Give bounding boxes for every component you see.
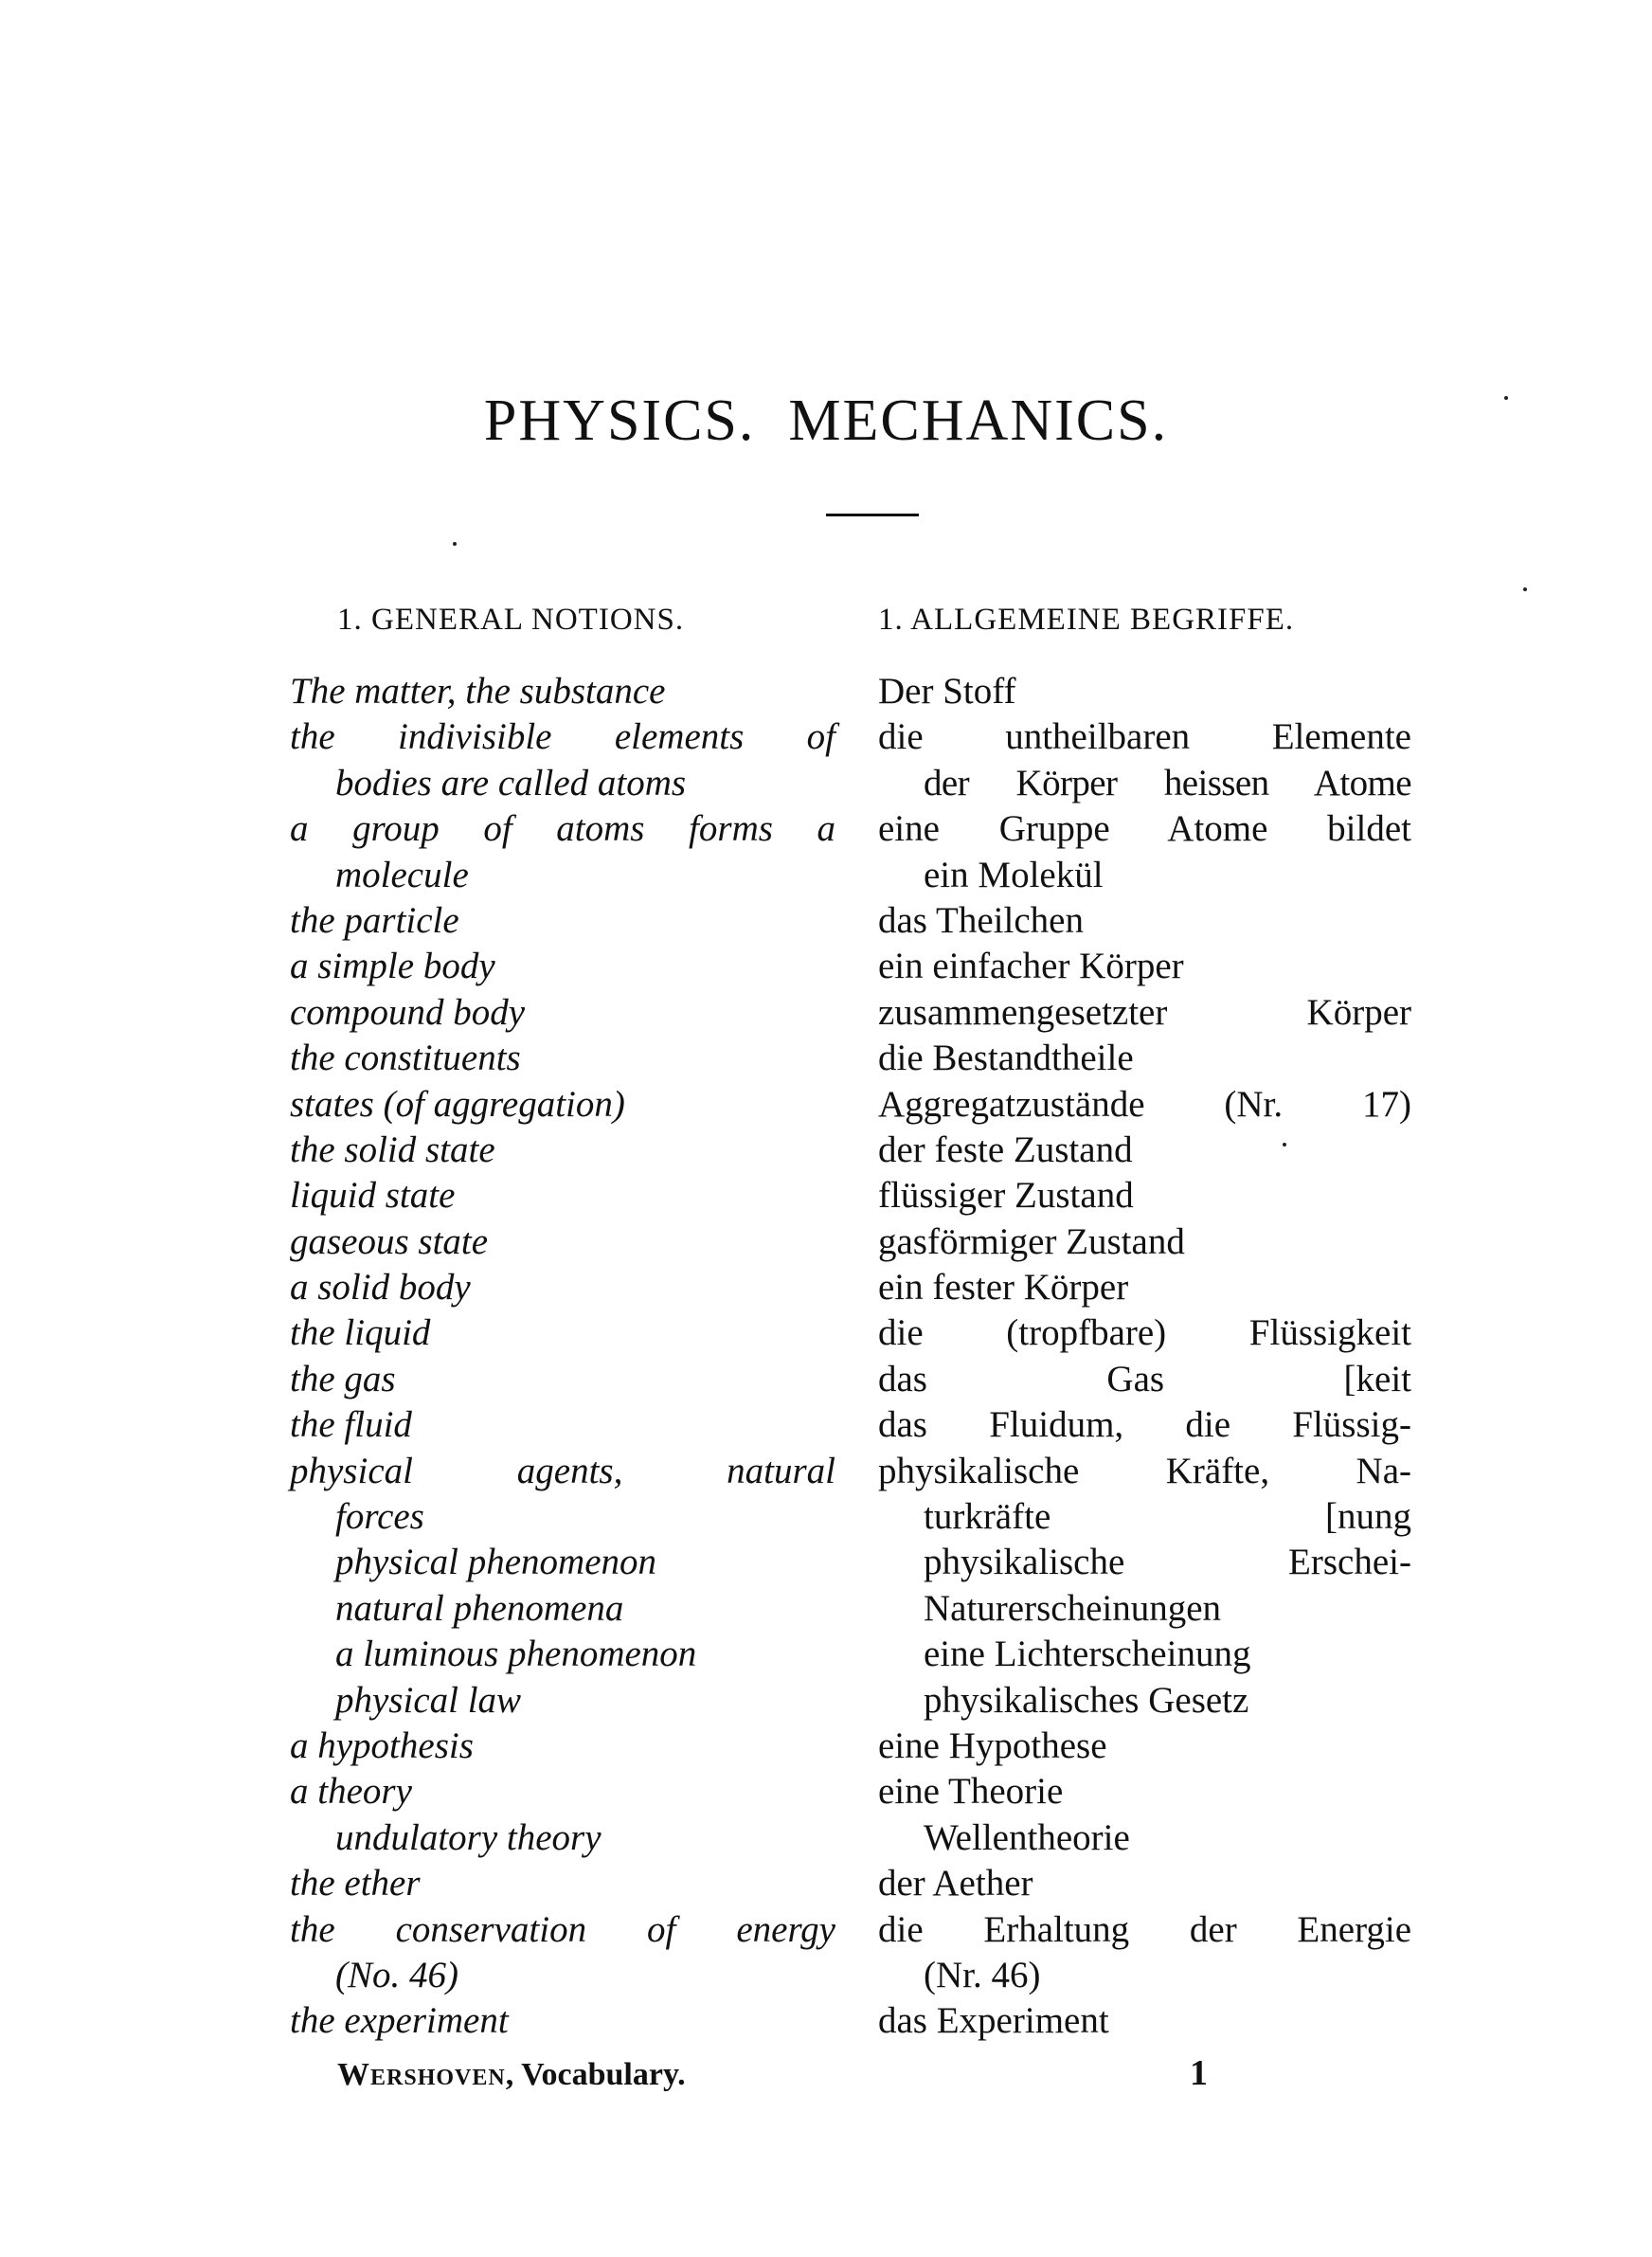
- english-entry: the ether: [290, 1863, 421, 1905]
- german-column: [878, 669, 1411, 2045]
- german-entry: der Körper heissen Atome: [924, 762, 1411, 803]
- english-entry: physical agents, natural: [290, 1450, 835, 1491]
- english-entry: a group of atoms forms a: [290, 808, 835, 850]
- english-entry: forces: [335, 1496, 424, 1538]
- footer-signature: [337, 2054, 686, 2096]
- english-entry: natural phenomena: [335, 1587, 624, 1629]
- german-entry: eine Theorie: [878, 1771, 1064, 1813]
- german-entry: das Theilchen: [878, 899, 1084, 941]
- english-entry: liquid state: [290, 1175, 456, 1217]
- english-entry: molecule: [335, 854, 469, 895]
- english-entry: states (of aggregation): [290, 1083, 625, 1125]
- german-entry: turkräfte [nung: [924, 1496, 1411, 1538]
- english-entry: bodies are called atoms: [335, 762, 687, 803]
- german-entry: flüssiger Zustand: [878, 1175, 1134, 1217]
- english-entry: a solid body: [290, 1267, 471, 1309]
- english-entry: physical law: [335, 1679, 522, 1721]
- section-heading-english: 1. GENERAL NOTIONS.: [337, 603, 685, 637]
- german-entry: die Bestandtheile: [878, 1038, 1134, 1079]
- english-entry: (No. 46): [335, 1954, 458, 1995]
- german-entry: ein fester Körper: [878, 1267, 1129, 1309]
- english-entry: the conservation of energy: [290, 1908, 835, 1950]
- german-entry: ein Molekül: [924, 854, 1104, 895]
- english-entry: undulatory theory: [335, 1816, 602, 1858]
- german-entry: Aggregatzustände (Nr. 17): [878, 1083, 1411, 1125]
- german-entry: Der Stoff: [878, 671, 1016, 712]
- german-entry: zusammengesetzter Körper: [878, 991, 1411, 1033]
- german-entry: physikalische Kräfte, Na-: [878, 1450, 1411, 1491]
- english-entry: the fluid: [290, 1404, 412, 1446]
- ink-speck: [453, 542, 457, 546]
- footer-book-title: , Vocabulary.: [505, 2057, 686, 2092]
- english-entry: a luminous phenomenon: [335, 1634, 697, 1675]
- german-entry: gasförmiger Zustand: [878, 1220, 1185, 1262]
- english-entry: the liquid: [290, 1312, 431, 1354]
- german-entry: die untheilbaren Elemente: [878, 716, 1411, 758]
- german-entry: physikalisches Gesetz: [924, 1679, 1249, 1721]
- english-entry: the experiment: [290, 2000, 509, 2042]
- german-entry: (Nr. 46): [924, 1954, 1041, 1995]
- german-entry: der feste Zustand: [878, 1128, 1133, 1170]
- german-entry: Naturerscheinungen: [924, 1587, 1222, 1629]
- german-entry: Wellentheorie: [924, 1816, 1130, 1858]
- english-column: [290, 669, 835, 2045]
- english-entry: the constituents: [290, 1038, 521, 1079]
- german-entry: das Gas [keit: [878, 1358, 1411, 1399]
- german-entry: eine Lichterscheinung: [924, 1634, 1251, 1675]
- english-entry: the gas: [290, 1358, 396, 1399]
- german-entry: physikalische Erschei-: [924, 1542, 1411, 1583]
- german-entry: das Experiment: [878, 2000, 1109, 2042]
- page-title: PHYSICS. MECHANICS.: [483, 388, 1169, 453]
- english-entry: compound body: [290, 991, 526, 1033]
- german-entry: das Fluidum, die Flüssig-: [878, 1404, 1411, 1446]
- english-entry: a theory: [290, 1771, 412, 1813]
- german-entry: der Aether: [878, 1863, 1033, 1905]
- german-entry: eine Gruppe Atome bildet: [878, 808, 1411, 850]
- ink-speck: [1523, 587, 1527, 591]
- english-entry: the indivisible elements of: [290, 716, 835, 758]
- title-rule: [826, 514, 919, 516]
- german-entry: die Erhaltung der Energie: [878, 1908, 1411, 1950]
- section-heading-german: 1. ALLGEMEINE BEGRIFFE.: [878, 603, 1295, 637]
- english-entry: The matter, the substance: [290, 671, 666, 712]
- english-entry: a hypothesis: [290, 1724, 474, 1766]
- english-entry: a simple body: [290, 946, 495, 987]
- german-entry: eine Hypothese: [878, 1724, 1107, 1766]
- german-entry: die (tropfbare) Flüssigkeit: [878, 1312, 1411, 1354]
- english-entry: gaseous state: [290, 1220, 489, 1262]
- footer-author: Wershoven: [337, 2057, 506, 2092]
- ink-speck: [1504, 396, 1508, 400]
- page-number: 1: [1190, 2053, 1208, 2093]
- german-entry: ein einfacher Körper: [878, 946, 1184, 987]
- english-entry: the particle: [290, 899, 459, 941]
- english-entry: physical phenomenon: [335, 1542, 657, 1583]
- english-entry: the solid state: [290, 1128, 495, 1170]
